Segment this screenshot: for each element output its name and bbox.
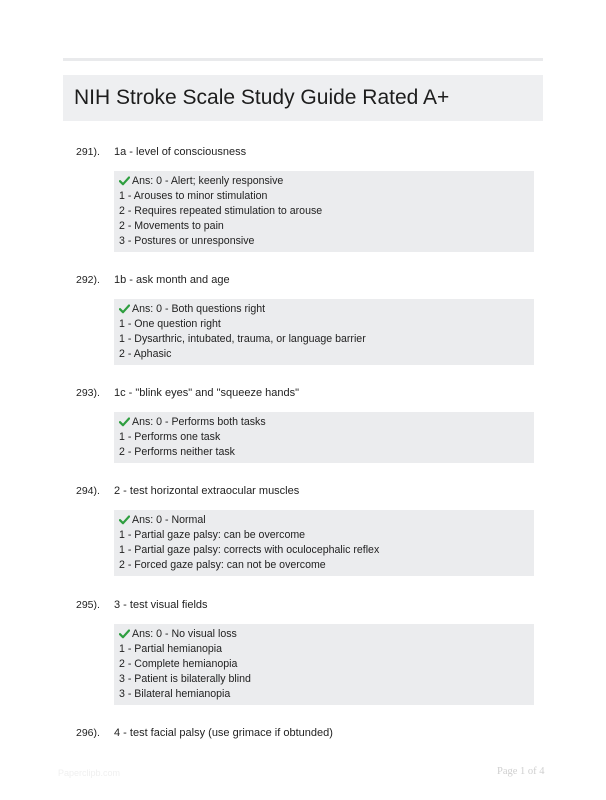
answer-option: 2 - Forced gaze palsy: can not be overcome: [119, 559, 326, 571]
question-text: 3 - test visual fields: [114, 599, 208, 611]
answer-box: [114, 624, 534, 705]
question-item: [63, 143, 543, 252]
correct-answer: [119, 627, 534, 642]
answer-option: 1 - Partial gaze palsy: corrects with oculocephalic reflex: [119, 544, 380, 556]
question-item: [63, 271, 543, 365]
answer-option: 2 - Requires repeated stimulation to arouse: [119, 205, 323, 217]
answer-option: 1 - Arouses to minor stimulation: [119, 190, 268, 202]
answer-box: [114, 171, 534, 252]
check-icon: [119, 627, 132, 642]
correct-answer: [119, 415, 534, 430]
answer-option: 1 - Partial hemianopia: [119, 643, 223, 655]
answer-option: 2 - Movements to pain: [119, 220, 224, 232]
answer-option: 3 - Bilateral hemianopia: [119, 688, 231, 700]
answer-text: Ans: 0 - No visual loss: [132, 628, 237, 640]
answer-box: [114, 510, 534, 576]
correct-answer: [119, 174, 534, 189]
answer-option: 3 - Postures or unresponsive: [119, 235, 255, 247]
check-icon: [119, 302, 132, 317]
question-number: 291).: [76, 146, 100, 158]
question-text: 1c - "blink eyes" and "squeeze hands": [114, 387, 300, 399]
page-indicator: Page 1 of 4: [497, 766, 545, 777]
question-number: 294).: [76, 485, 100, 497]
footer-watermark: Paperclipb.com: [58, 768, 121, 778]
answer-box: [114, 412, 534, 463]
check-icon: [119, 415, 132, 430]
answer-option: 1 - Dysarthric, intubated, trauma, or language barrier: [119, 333, 366, 345]
answer-box: [114, 299, 534, 365]
question-item: [63, 596, 543, 705]
question-number: 293).: [76, 387, 100, 399]
question-text: 2 - test horizontal extraocular muscles: [114, 485, 300, 497]
question-text: 4 - test facial palsy (use grimace if obtunded): [114, 727, 333, 739]
question-number: 295).: [76, 599, 100, 611]
answer-option: 3 - Patient is bilaterally blind: [119, 673, 251, 685]
top-divider: [63, 58, 543, 61]
answer-option: 2 - Complete hemianopia: [119, 658, 238, 670]
answer-option: 2 - Performs neither task: [119, 446, 235, 458]
answer-text: Ans: 0 - Normal: [132, 514, 206, 526]
answer-option: 1 - Performs one task: [119, 431, 221, 443]
answer-text: Ans: 0 - Alert; keenly responsive: [132, 175, 284, 187]
correct-answer: [119, 302, 534, 317]
answer-option: 1 - One question right: [119, 318, 221, 330]
answer-option: 2 - Aphasic: [119, 348, 172, 360]
check-icon: [119, 174, 132, 189]
question-item: [63, 724, 543, 742]
question-number: 296).: [76, 727, 100, 739]
question-text: 1b - ask month and age: [114, 274, 230, 286]
title-banner: [63, 75, 543, 121]
question-number: 292).: [76, 274, 100, 286]
answer-text: Ans: 0 - Both questions right: [132, 303, 266, 315]
document-title: NIH Stroke Scale Study Guide Rated A+: [74, 86, 450, 109]
correct-answer: [119, 513, 534, 528]
question-item: [63, 384, 543, 463]
check-icon: [119, 513, 132, 528]
question-text: 1a - level of consciousness: [114, 146, 247, 158]
question-item: [63, 482, 543, 576]
answer-text: Ans: 0 - Performs both tasks: [132, 416, 266, 428]
answer-option: 1 - Partial gaze palsy: can be overcome: [119, 529, 306, 541]
